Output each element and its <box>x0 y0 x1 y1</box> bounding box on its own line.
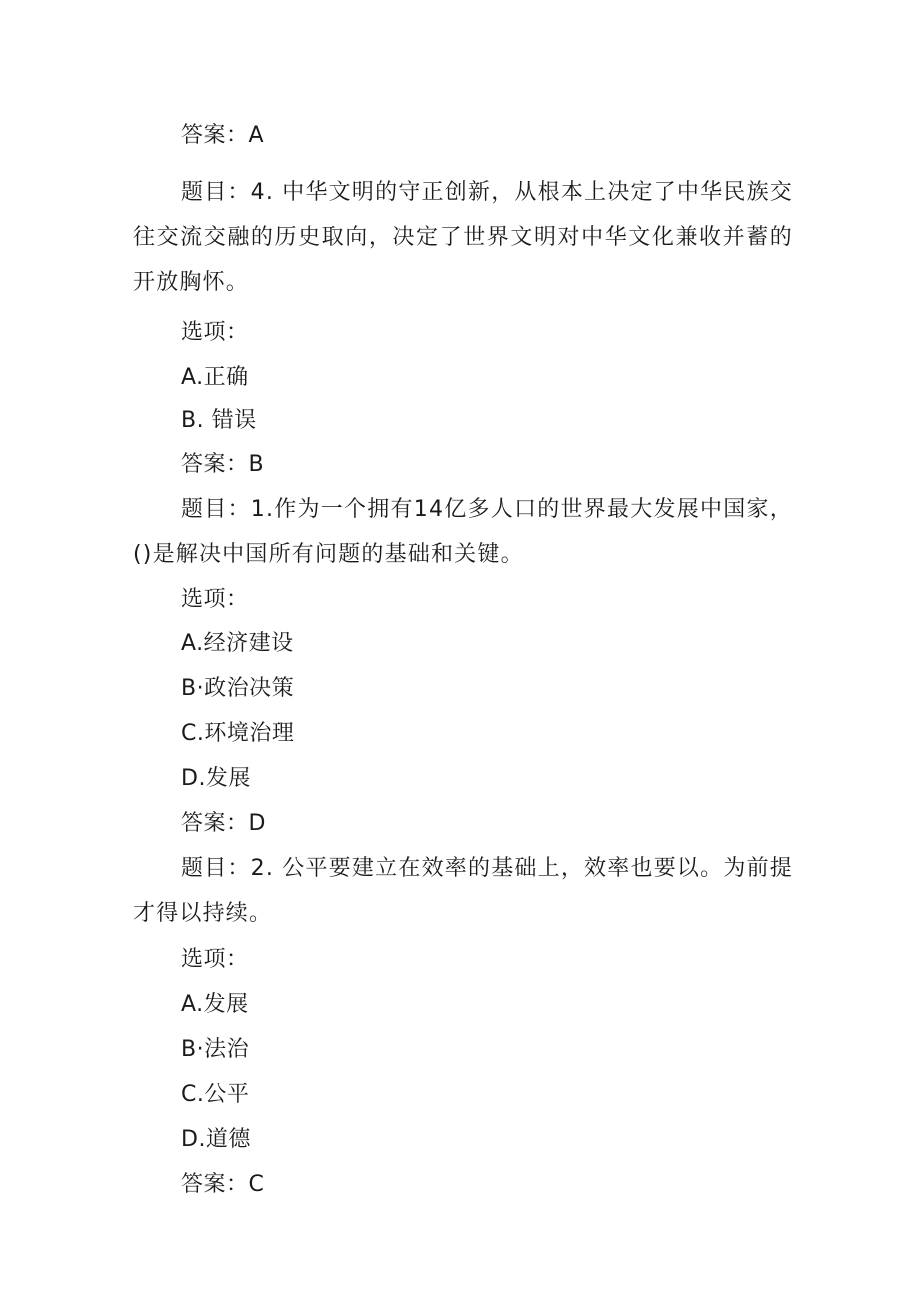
question-text: 题目：4. 中华文明的守正创新，从根本上决定了中华民族交往交流交融的历史取向，决定了世界文明对中华文化兼收并蓄的开放胸怀。 <box>133 180 793 295</box>
question-text: 题目：1.作为一个拥有14亿多人口的世界最大发展中国家，()是解决中国所有问题的基础和关键。 <box>133 497 793 567</box>
option-item: C.环境治理 <box>181 721 295 746</box>
option-item: B·法治 <box>181 1037 250 1062</box>
option-item: D.道德 <box>181 1127 251 1152</box>
option-item: A.经济建设 <box>181 631 294 656</box>
option-item: D.发展 <box>181 766 251 791</box>
question-text: 题目：2. 公平要建立在效率的基础上，效率也要以。为前提才得以持续。 <box>133 856 793 926</box>
option-item: B·政治决策 <box>181 676 295 701</box>
options-label: 选项： <box>181 947 249 972</box>
answer-text: 答案：B <box>181 452 265 477</box>
option-item: B. 错误 <box>181 408 257 433</box>
options-label: 选项： <box>181 320 249 345</box>
option-item: A.正确 <box>181 365 249 390</box>
answer-text: 答案：A <box>181 123 265 148</box>
option-item: A.发展 <box>181 992 249 1017</box>
answer-text: 答案：D <box>181 811 266 836</box>
answer-text: 答案：C <box>181 1172 265 1197</box>
option-item: C.公平 <box>181 1082 250 1107</box>
options-label: 选项： <box>181 587 249 612</box>
